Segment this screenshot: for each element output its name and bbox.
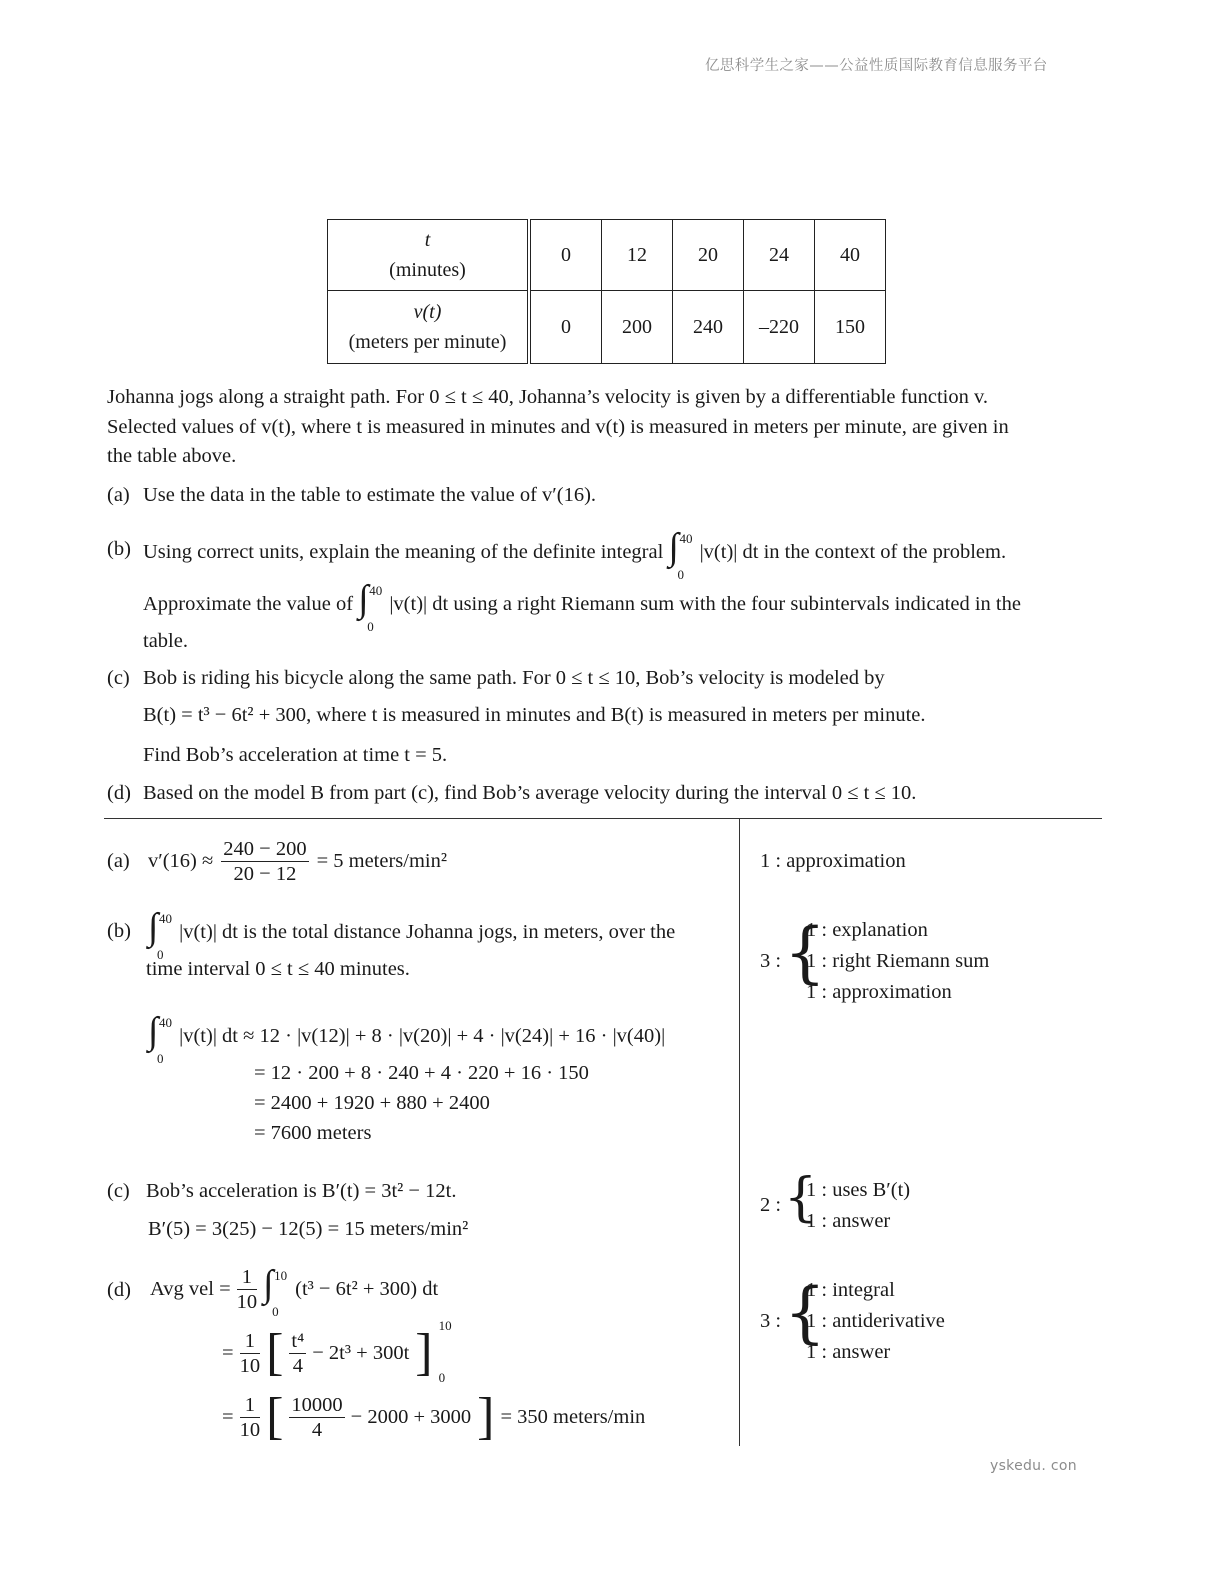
integral-symbol: ∫ 40 0 xyxy=(668,526,693,582)
sol-b-sum xyxy=(148,1010,666,1066)
table-cell: 40 xyxy=(815,220,886,291)
rubric-c-item: 1 : answer xyxy=(806,1210,891,1232)
header-variable: v(t) xyxy=(413,301,442,323)
rubric-b-count: 3 : xyxy=(760,950,782,972)
horizontal-divider xyxy=(104,818,1102,819)
intro-line-2: Selected values of v(t), where t is measured in minutes and v(t) is measured in meters per minute, are given in xyxy=(107,416,1009,438)
fraction-numerator: t⁴ xyxy=(291,1329,305,1352)
table-cell: 240 xyxy=(673,291,744,364)
rubric-d-item: 1 : antiderivative xyxy=(806,1310,945,1332)
rubric-b-item: 1 : approximation xyxy=(806,981,952,1003)
fraction-numerator: 1 xyxy=(240,1329,261,1354)
one-tenth-fraction xyxy=(240,1329,261,1378)
sol-a-lhs: v′(16) ≈ xyxy=(148,850,214,872)
fraction-numerator: 1 xyxy=(240,1393,261,1418)
sol-b-riemann: |v(t)| dt ≈ 12 · |v(12)| + 8 · |v(20)| + 4 · |v(24)| + 16 · |v(40)| xyxy=(179,1025,666,1047)
avg-vel-label: Avg vel = xyxy=(150,1278,231,1300)
integral-symbol: ∫ 40 0 xyxy=(148,1010,172,1066)
fraction-numerator: 240 − 200 xyxy=(223,837,307,860)
fraction-denominator: 4 xyxy=(311,1418,323,1441)
right-bracket: ] xyxy=(477,1388,495,1445)
part-d-label: (d) xyxy=(107,782,131,804)
sol-a-equation xyxy=(148,834,447,888)
lower-limit: 0 xyxy=(438,1370,446,1385)
left-bracket: [ xyxy=(266,1388,284,1445)
sol-d-line-2 xyxy=(222,1318,457,1385)
one-tenth-fraction xyxy=(237,1265,258,1314)
sol-c-line-2: B′(5) = 3(25) − 12(5) = 15 meters/min² xyxy=(148,1218,469,1240)
intro-line-1: Johanna jogs along a straight path. For 0 ≤ t ≤ 40, Johanna’s velocity is given by a differentiable function v. xyxy=(107,386,989,408)
sol-d-label: (d) xyxy=(107,1279,131,1301)
part-b-text: Approximate the value of xyxy=(143,593,354,615)
part-b-text-end: |v(t)| dt using a right Riemann sum with the four subintervals indicated in the xyxy=(389,593,1021,615)
table-row xyxy=(328,291,886,364)
table-cell: 0 xyxy=(529,291,602,364)
header-unit: (meters per minute) xyxy=(348,331,507,353)
table-cell: 0 xyxy=(529,220,602,291)
table-cell: 200 xyxy=(602,291,673,364)
part-c-line-3: Find Bob’s acceleration at time t = 5. xyxy=(143,744,448,766)
part-b-label: (b) xyxy=(107,538,131,560)
part-b-text: Using correct units, explain the meaning of the definite integral xyxy=(143,541,664,563)
rubric-c-count: 2 : xyxy=(760,1194,782,1216)
table-cell: 150 xyxy=(815,291,886,364)
table-cell: 12 xyxy=(602,220,673,291)
header-unit: (minutes) xyxy=(389,259,466,281)
site-header: 亿思科学生之家——公益性质国际教育信息服务平台 xyxy=(705,58,1048,74)
sol-c-label: (c) xyxy=(107,1180,130,1202)
site-footer: yskedu. con xyxy=(990,1458,1077,1474)
left-bracket: [ xyxy=(266,1324,284,1381)
rubric-d-item: 1 : integral xyxy=(806,1279,895,1301)
sol-d-line-3 xyxy=(222,1390,645,1444)
one-tenth-fraction xyxy=(240,1393,261,1442)
rubric-d-item: 1 : answer xyxy=(806,1341,891,1363)
antiderivative-rest: − 2t³ + 300t xyxy=(312,1342,410,1364)
part-b-line-3: table. xyxy=(143,630,188,652)
table-cell: 24 xyxy=(744,220,815,291)
intro-line-3: the table above. xyxy=(107,445,237,467)
left-brace: { xyxy=(784,1168,818,1228)
fraction-denominator: 10 xyxy=(239,1354,261,1377)
table-row xyxy=(328,220,886,291)
velocity-table xyxy=(327,219,886,364)
integral-symbol: ∫ 40 0 xyxy=(358,578,383,634)
table-header-t xyxy=(328,220,530,291)
avg-vel-result: = 350 meters/min xyxy=(500,1406,646,1428)
part-b-line-2 xyxy=(143,578,1021,634)
evaluated-terms: − 2000 + 3000 xyxy=(350,1406,472,1428)
upper-limit: 10 xyxy=(438,1318,452,1333)
part-b-text-end: |v(t)| dt in the context of the problem. xyxy=(699,541,1007,563)
integral-symbol: ∫ 40 0 xyxy=(148,906,172,962)
part-c-label: (c) xyxy=(107,667,130,689)
fraction-numerator: 10000 xyxy=(291,1393,343,1416)
equals-sign: = xyxy=(222,1342,234,1364)
rubric-c-item: 1 : uses B′(t) xyxy=(806,1179,911,1201)
part-a-text: Use the data in the table to estimate the value of v′(16). xyxy=(143,484,597,506)
fraction-denominator: 10 xyxy=(239,1418,261,1441)
rubric-b-item: 1 : explanation xyxy=(806,919,928,941)
fraction-denominator: 20 − 12 xyxy=(233,862,297,885)
t4-fraction xyxy=(289,1329,306,1378)
sol-b-step-2: = 2400 + 1920 + 880 + 2400 xyxy=(254,1092,490,1114)
integrand: (t³ − 6t² + 300) dt xyxy=(295,1278,439,1300)
table-cell: 20 xyxy=(673,220,744,291)
sol-b-text: |v(t)| dt is the total distance Johanna jogs, in meters, over the xyxy=(179,921,676,943)
fraction-denominator: 4 xyxy=(292,1354,303,1377)
evaluation-limits xyxy=(438,1318,457,1385)
part-d-text: Based on the model B from part (c), find Bob’s average velocity during the interval 0 ≤ t ≤ 10. xyxy=(143,782,917,804)
sol-d-line-1 xyxy=(150,1262,439,1319)
rubric-d-count: 3 : xyxy=(760,1310,782,1332)
sol-c-line-1: Bob’s acceleration is B′(t) = 3t² − 12t. xyxy=(146,1180,457,1202)
rubric-b-item: 1 : right Riemann sum xyxy=(806,950,990,972)
integral-symbol: ∫ 10 0 xyxy=(263,1263,288,1319)
fraction-numerator: 1 xyxy=(237,1265,258,1290)
sol-b-line-2: time interval 0 ≤ t ≤ 40 minutes. xyxy=(146,958,410,980)
sol-b-step-1: = 12 · 200 + 8 · 240 + 4 · 220 + 16 · 150 xyxy=(254,1062,589,1084)
table-cell: –220 xyxy=(744,291,815,364)
part-b-line-1 xyxy=(143,526,1007,582)
rubric-a: 1 : approximation xyxy=(760,850,906,872)
table-header-v xyxy=(328,291,530,364)
vertical-divider xyxy=(739,818,740,1446)
sol-b-line-1 xyxy=(148,906,676,962)
sol-b-label: (b) xyxy=(107,920,131,942)
sol-a-rhs: = 5 meters/min² xyxy=(316,850,448,872)
sol-a-fraction xyxy=(221,837,308,886)
left-brace: { xyxy=(784,1274,826,1351)
part-c-line-1: Bob is riding his bicycle along the same path. For 0 ≤ t ≤ 10, Bob’s velocity is modeled by xyxy=(143,667,885,689)
right-bracket: ] xyxy=(415,1324,433,1381)
part-a-label: (a) xyxy=(107,484,130,506)
part-c-line-2: B(t) = t³ − 6t² + 300, where t is measured in minutes and B(t) is measured in meters per minute. xyxy=(143,704,926,726)
left-brace: { xyxy=(784,914,826,991)
fraction-denominator: 10 xyxy=(236,1290,258,1313)
header-variable: t xyxy=(424,229,431,251)
ten-thousand-fraction xyxy=(289,1393,344,1442)
equals-sign: = xyxy=(222,1406,234,1428)
sol-a-label: (a) xyxy=(107,850,130,872)
sol-b-step-3: = 7600 meters xyxy=(254,1122,372,1144)
